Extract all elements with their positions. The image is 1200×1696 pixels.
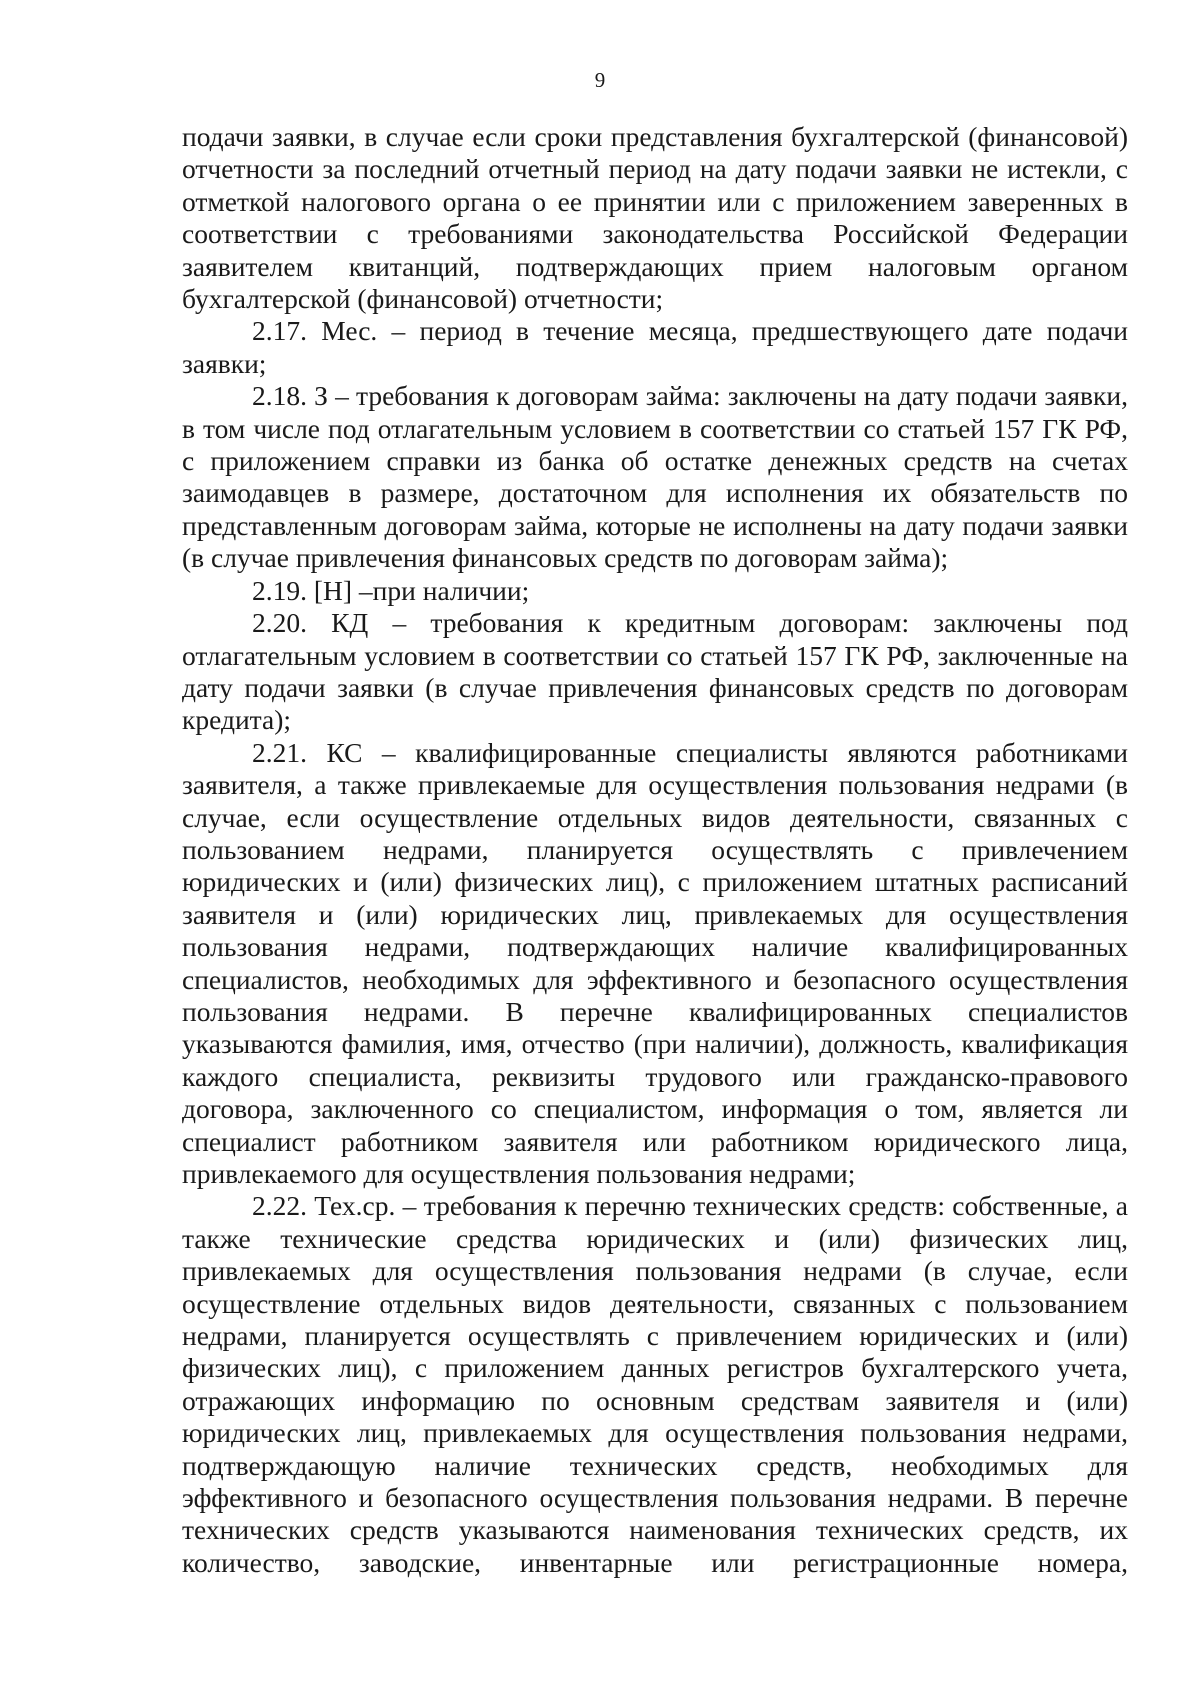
paragraph-2-17: 2.17. Мес. – период в течение месяца, предшествующего дате подачи заявки; (182, 315, 1128, 379)
paragraph-continuation: подачи заявки, в случае если сроки представления бухгалтерской (финансовой) отчетности за последний отчетный период на дату подачи заявки не истекли, с отметкой налогового органа о ее принятии или с приложением заверенных в соответствии с требованиями законодательства Российской Федерации заявителем квитанций, подтверждающих прием налоговым органом бухгалтерской (финансовой) отчетности; (182, 121, 1128, 315)
paragraph-2-18: 2.18. З – требования к договорам займа: заключены на дату подачи заявки, в том числе под отлагательным условием в соответствии со статьей 157 ГК РФ, с приложением справки из банка об остатке денежных средств на счетах заимодавцев в размере, достаточном для исполнения их обязательств по представленным договорам займа, которые не исполнены на дату подачи заявки (в случае привлечения финансовых средств по договорам займа); (182, 380, 1128, 574)
paragraph-2-20: 2.20. КД – требования к кредитным договорам: заключены под отлагательным условием в соответствии со статьей 157 ГК РФ, заключенные на дату подачи заявки (в случае привлечения финансовых средств по договорам кредита); (182, 607, 1128, 736)
document-body (182, 121, 1128, 1579)
paragraph-2-19: 2.19. [Н] –при наличии; (252, 574, 530, 606)
paragraph-2-22: 2.22. Тех.ср. – требования к перечню технических средств: собственные, а также технические средства юридических и (или) физических лиц, привлекаемых для осуществления пользования недрами (в случае, если осуществление отдельных видов деятельности, связанных с пользованием недрами, планируется осуществлять с привлечением юридических и (или) физических лиц), с приложением данных регистров бухгалтерского учета, отражающих информацию по основным средствам заявителя и (или) юридических лиц, привлекаемых для осуществления пользования недрами, подтверждающую наличие технических средств, необходимых для эффективного и безопасного осуществления пользования недрами. В перечне технических средств указываются наименования технических средств, их количество, заводские, инвентарные или регистрационные номера, (182, 1190, 1128, 1578)
page-number: 9 (594, 68, 606, 92)
paragraph-2-21: 2.21. КС – квалифицированные специалисты являются работниками заявителя, а также привлекаемые для осуществления пользования недрами (в случае, если осуществление отдельных видов деятельности, связанных с пользованием недрами, планируется осуществлять с привлечением юридических и (или) физических лиц), с приложением штатных расписаний заявителя и (или) юридических лиц, привлекаемых для осуществления пользования недрами, подтверждающих наличие квалифицированных специалистов, необходимых для эффективного и безопасного осуществления пользования недрами. В перечне квалифицированных специалистов указываются фамилия, имя, отчество (при наличии), должность, квалификация каждого специалиста, реквизиты трудового или гражданско-правового договора, заключенного со специалистом, информация о том, является ли специалист работником заявителя или работником юридического лица, привлекаемого для осуществления пользования недрами; (182, 736, 1128, 1189)
